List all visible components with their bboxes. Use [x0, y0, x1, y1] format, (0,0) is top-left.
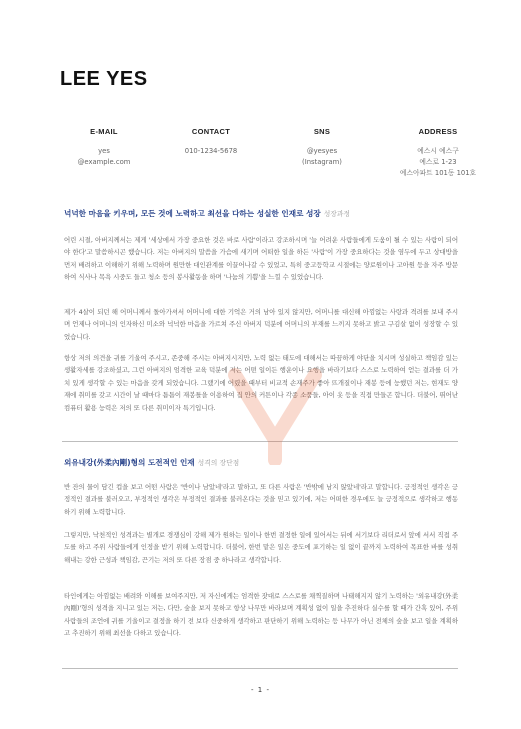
paragraph: 그렇지만, 낙천적인 성격과는 별개로 경쟁심이 강해 제가 원하는 일이나 한번 결정한 일에 있어서는 뒤에 서기보다 리더로서 앞에 서서 직접 주도를 하고 주위 사람들에게 인정을 받기 위해 노력합니다. 더불어, 한번 맡은 일은 중도에 포기하는 일 없이 끝까지 노력하여 목표한 바를 성취해내는 강한 근성과 책임감, 끈기는 저의 또 다른 장점 중 하나라고 생각합니다.	[64, 531, 458, 564]
section-title-text: 넉넉한 마음을 키우며, 모든 것에 노력하고 최선을 다하는 성실한 인재로 성장	[64, 209, 321, 218]
sns-heading: SNS	[313, 127, 331, 136]
address-line: 예스시 예스구	[417, 147, 459, 155]
page-number: - 1 -	[251, 686, 270, 694]
section-title-text: 외유내강(外柔內剛)형의 도전적인 인재	[64, 458, 195, 467]
sns-handle: @yesyes	[306, 147, 338, 155]
sns-platform: (Instagram)	[302, 158, 342, 166]
phone-heading: CONTACT	[191, 127, 231, 136]
section-title-personality	[64, 457, 239, 468]
phone-number: 010-1234-5678	[184, 147, 238, 155]
address-column	[392, 126, 484, 179]
paragraph: 어린 시절, 아버지께서는 제게 '세상에서 가장 중요한 것은 바로 사람'이라고 강조하시며 '늘 어려운 사람들에게 도움이 될 수 있는 사람이 되어야 한다'고 말씀하시곤 했습니다. 저는 아버지의 말씀을 가슴에 새기며 어떠한 일을 하든 '사람'이 가장 중요하다는 것을 염두에 두고 상대방을 먼저 배려하고 이해하기 위해 노력하며 원만한 대인관계를 이끌어나갈 수 있었고, 특히 중고등학교 시절에는 양로원이나 고아원 등을 자주 방문하여 식사나 목욕 시중도 들고 청소 등의 봉사활동을 하며 '나눔의 기쁨'을 느낄 수 있었습니다.	[64, 236, 458, 282]
applicant-name: LEE YES	[60, 68, 148, 90]
contact-info	[38, 126, 484, 179]
address-heading: ADDRESS	[418, 127, 458, 136]
section-subtitle: 성격의 장단점	[197, 459, 240, 467]
sns-column	[252, 126, 392, 179]
email-line: @example.com	[77, 158, 131, 166]
paragraph: 항상 저의 의견을 귀를 기울여 주시고, 존중해 주시는 아버지시지만, 노력 없는 태도에 대해서는 따끔하게 야단을 치시며 성실하고 책임감 있는 생활자세를 강조하셨고, 그런 아버지의 엄격한 교육 덕분에 저는 어떤 일이든 행운이나 요행을 바라기보다 스스로 노력하여 얻는 결과를 더 가치 있게 생각할 수 있는 마음을 갖게 되었습니다. 그랬기에 어렸을 때부터 비교적 손재주가 좋아 뜨개질이나 재봉 등에 능했던 저는, 현재도 양재에 취미를 갖고 시간이 날 때마다 틈틈이 재봉틀을 이용하여 집 안의 커튼이나 각종 소품들, 아이 옷 등을 직접 만들곤 합니다. 더불어, 뛰어난 컴퓨터 활용 능력은 저의 또 다른 취미이자 특기입니다.	[64, 354, 458, 412]
email-line: yes	[98, 147, 110, 155]
email-heading: E-MAIL	[90, 127, 118, 136]
address-line: 예스로 1-23	[419, 158, 457, 166]
watermark-logo-icon	[215, 345, 335, 465]
section-subtitle: 성장과정	[323, 210, 350, 218]
address-line: 예스아파트 101동 101호	[399, 169, 477, 177]
section-title-growth	[64, 208, 350, 219]
email-column	[38, 126, 170, 179]
paragraph: 타인에게는 아낌없는 배려와 이해를 보여주지만, 저 자신에게는 엄격한 잣대로 스스로를 채찍질하며 나태해지지 않기 노력하는 '외유내강(外柔內剛)'형의 성격을 지니고 있는 저는, 다만, 숲을 보지 못하고 항상 나무만 바라보며 계획성 없이 일을 추진하다 실수를 할 때가 간혹 있어, 주위 사람들의 조언에 귀를 기울이고 결정을 하기 전 보다 신중하게 생각하고 판단하기 위해 노력하는 등 나무가 아닌 전체의 숲을 보고 일을 계획하고 추진하기 위해 최선을 다하고 있습니다.	[64, 592, 458, 638]
phone-column	[170, 126, 252, 179]
paragraph: 반 잔의 물이 담긴 컵을 보고 어떤 사람은 '반이나 남았네'라고 말하고, 또 다른 사람은 '반밖에 남지 않았네'라고 말합니다. 긍정적인 생각은 긍정적인 결과를 불러오고, 부정적인 생각은 부정적인 결과를 불러온다는 것을 믿고 있기에, 저는 어떠한 경우에도 늘 긍정적으로 생각하고 행동하기 위해 노력합니다.	[64, 483, 458, 516]
bottom-divider	[62, 668, 458, 669]
paragraph: 제가 4살이 되던 해 어머니께서 돌아가셔서 어머니에 대한 기억은 거의 남아 있지 않지만, 어머니를 대신해 아낌없는 사랑과 격려를 보내 주시며 언제나 어머니의 인자하신 미소와 넉넉한 마음을 가르쳐 주신 아버지 덕분에 어머니의 부재를 느끼지 못하고 밝고 구김살 없이 성장할 수 있었습니다.	[64, 308, 458, 341]
